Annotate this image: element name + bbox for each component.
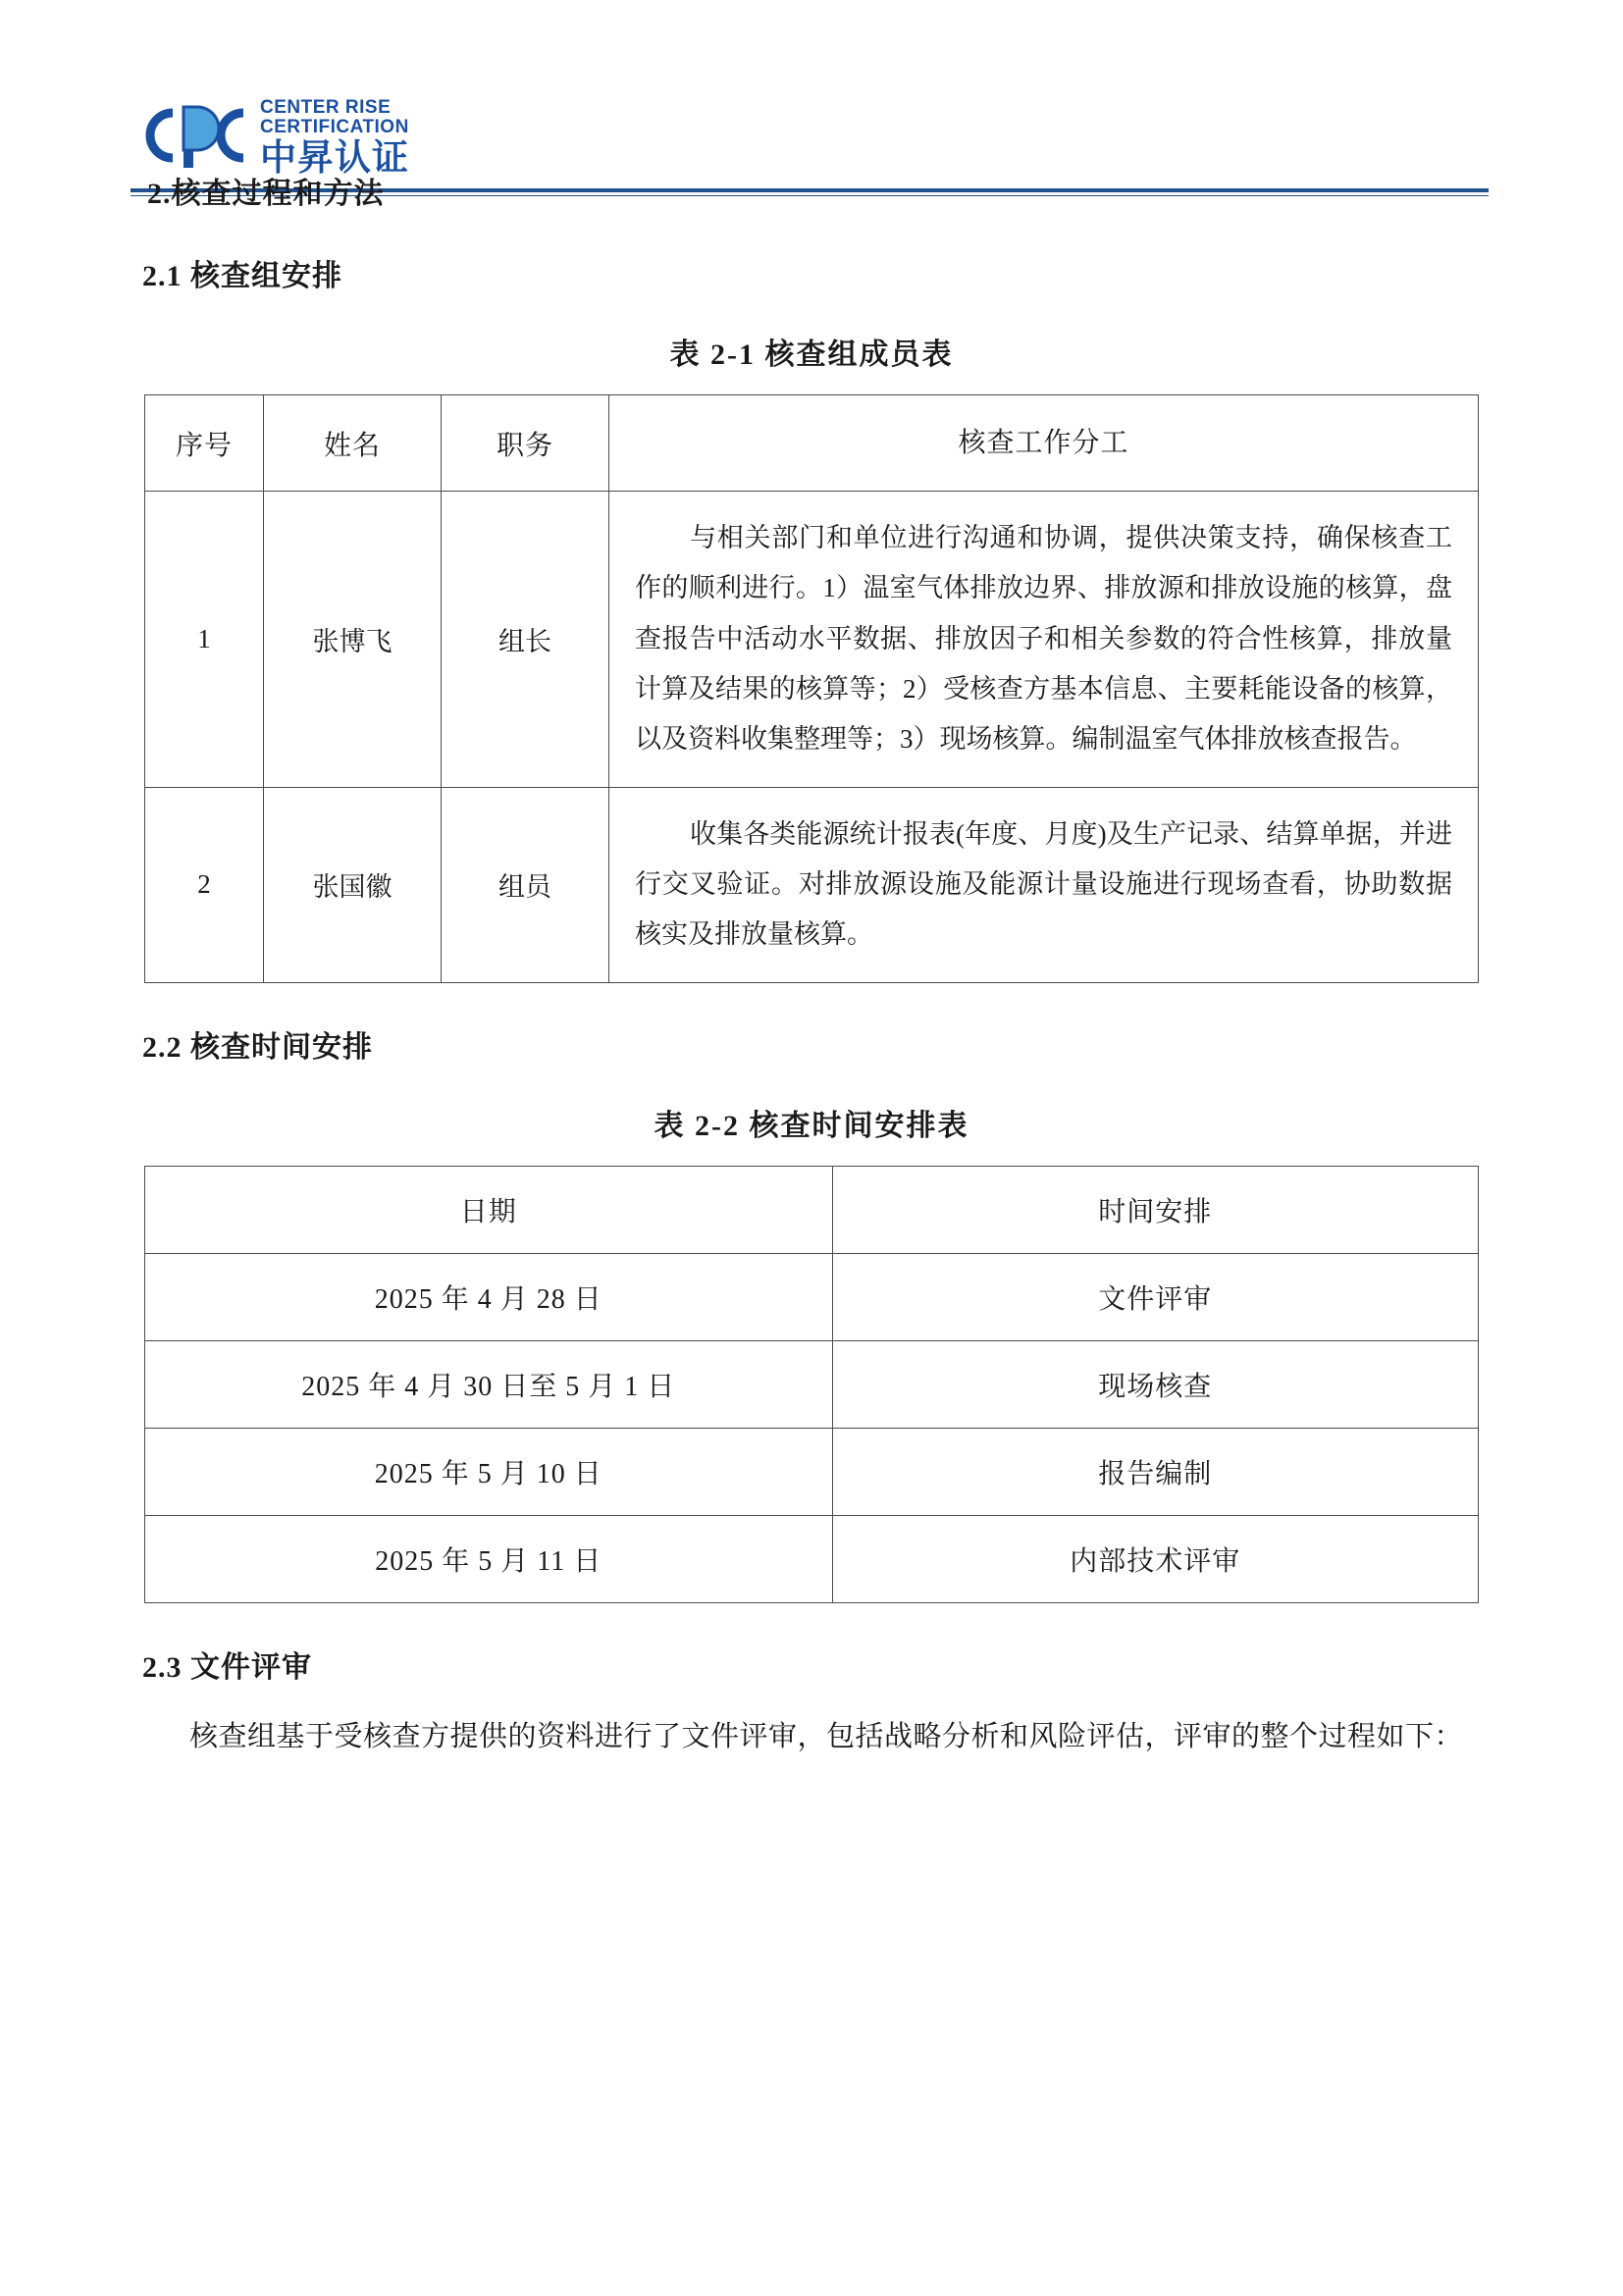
section-2-3-title: 2.3 文件评审	[142, 1650, 312, 1684]
cell-arrangement: 内部技术评审	[832, 1515, 1479, 1602]
cell-role: 组长	[442, 492, 609, 787]
table-row	[145, 787, 1479, 982]
cell-arrangement: 现场核查	[832, 1340, 1479, 1428]
cell-duty	[609, 787, 1479, 982]
cell-arrangement: 报告编制	[832, 1428, 1479, 1515]
table-row	[145, 492, 1479, 787]
table-header-row	[145, 395, 1479, 492]
cell-name: 张国徽	[264, 787, 442, 982]
header-arrangement: 时间安排	[832, 1166, 1479, 1253]
section-2-1-title: 2.1 核查组安排	[142, 260, 342, 292]
cell-duty-text: 收集各类能源统计报表(年度、月度)及生产记录、结算单据，并进行交叉验证。对排放源设施及能源计量设施进行现场查看，协助数据核实及排放量核算。	[635, 818, 1452, 950]
header-role: 职务	[442, 395, 609, 492]
table-2-2-caption: 表 2-2 核查时间安排表	[654, 1109, 969, 1142]
table-header-row	[145, 1166, 1479, 1253]
logo-en-line2: CERTIFICATION	[260, 116, 409, 137]
audit-schedule-table	[144, 1166, 1479, 1603]
header-date: 日期	[145, 1166, 833, 1253]
section-2-title: 2.核查过程和方法	[147, 178, 385, 210]
cell-no: 1	[145, 492, 264, 787]
logo-wordmark	[260, 98, 409, 178]
cell-no: 2	[145, 787, 264, 982]
table-row	[145, 1340, 1479, 1428]
cell-duty-text: 与相关部门和单位进行沟通和协调，提供决策支持，确保核查工作的顺利进行。1）温室气体排放边界、排放源和排放设施的核算，盘查报告中活动水平数据、排放因子和相关参数的符合性核算，排放量计算及结果的核算等；2）受核查方基本信息、主要耗能设备的核算，以及资料收集整理等；3）现场核算。编制温室气体排放核查报告。	[635, 523, 1452, 755]
header-duty: 核查工作分工	[609, 395, 1479, 492]
audit-team-table	[144, 394, 1479, 983]
cell-date: 2025 年 5 月 10 日	[145, 1428, 833, 1515]
logo-cn: 中昇认证	[260, 136, 409, 178]
header-name: 姓名	[264, 395, 442, 492]
page-header	[132, 0, 1491, 178]
cell-name: 张博飞	[264, 492, 442, 787]
company-logo	[132, 98, 1491, 177]
cell-date: 2025 年 5 月 11 日	[145, 1515, 833, 1602]
table-row	[145, 1253, 1479, 1340]
crc-logo-icon	[132, 99, 250, 177]
cell-role: 组员	[442, 787, 609, 982]
header-no: 序号	[145, 395, 264, 492]
logo-en-line1: CENTER RISE	[260, 96, 392, 118]
table-row	[145, 1428, 1479, 1515]
cell-date: 2025 年 4 月 28 日	[145, 1253, 833, 1340]
section-2-3-paragraph: 核查组基于受核查方提供的资料进行了文件评审，包括战略分析和风险评估，评审的整个过程如下：	[189, 1720, 1464, 1752]
cell-duty	[609, 492, 1479, 787]
table-2-1-caption: 表 2-1 核查组成员表	[669, 339, 954, 371]
section-2-2-title: 2.2 核查时间安排	[142, 1030, 373, 1064]
cell-date: 2025 年 4 月 30 日至 5 月 1 日	[145, 1340, 833, 1428]
cell-arrangement: 文件评审	[832, 1253, 1479, 1340]
table-row	[145, 1515, 1479, 1602]
